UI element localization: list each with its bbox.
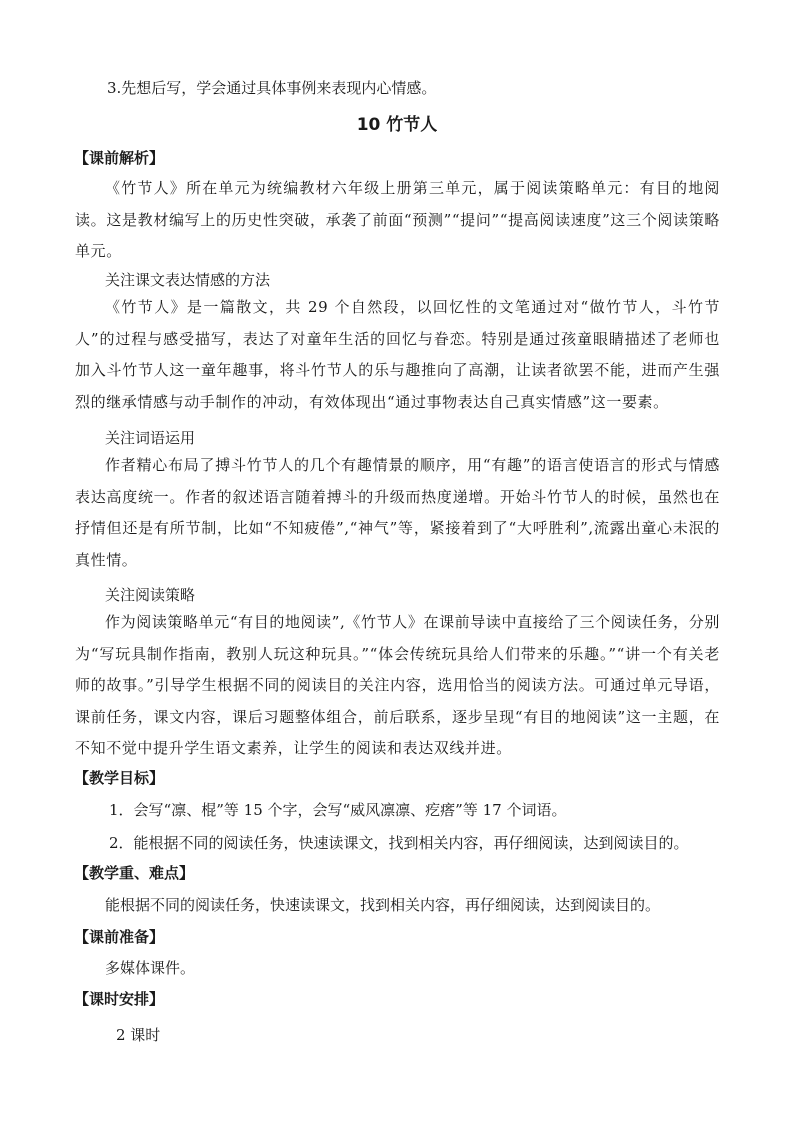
preparation-text: 多媒体课件。 — [105, 959, 196, 977]
analysis-paragraph-4: 作为阅读策略单元“有目的地阅读”,《竹节人》在课前导读中直接给了三个阅读任务，分别为“写玩具制作指南，教别人玩这种玩具。”“体会传统玩具给人们带来的乐趣。”“讲一个有关老师的故事。”引导学生根据不同的阅读目的关注内容，选用恰当的阅读方法。可通过单元导语，课前任务，课文内容，课后习题整体组合，前后联系，逐步呈现“有目的地阅读”这一主题，在不知不觉中提升学生语文素养，让学生的阅读和表达双线并进。 — [75, 613, 720, 757]
section-heading-key-points: 【教学重、难点】 — [74, 864, 195, 882]
key-points-text: 能根据不同的阅读任务，快速读课文，找到相关内容，再仔细阅读，达到阅读目的。 — [105, 896, 661, 914]
subheading-word-usage: 关注词语运用 — [105, 429, 196, 447]
subheading-emotion-method: 关注课文表达情感的方法 — [105, 271, 271, 289]
section-heading-goals: 【教学目标】 — [74, 769, 165, 787]
subheading-reading-strategy: 关注阅读策略 — [105, 586, 196, 604]
lesson-title: 10 竹节人 — [356, 115, 438, 135]
section-heading-schedule: 【课时安排】 — [74, 990, 165, 1008]
analysis-paragraph-1: 《竹节人》所在单元为统编教材六年级上册第三单元，属于阅读策略单元：有目的地阅读。这是教材编写上的历史性突破，承袭了前面“预测”“提问”“提高阅读速度”这三个阅读策略单元。 — [75, 179, 720, 260]
analysis-paragraph-3: 作者精心布局了搏斗竹节人的几个有趣情景的顺序，用“有趣”的语言使语言的形式与情感表达高度统一。作者的叙述语言随着搏斗的升级而热度递增。开始斗竹节人的时候，虽然也在抒情但还是有所节制，比如“不知疲倦”,“神气”等，紧接着到了“大呼胜利”,流露出童心未泯的真性情。 — [75, 456, 720, 569]
section-heading-analysis: 【课前解析】 — [74, 149, 165, 167]
section-heading-preparation: 【课前准备】 — [74, 928, 165, 946]
goal-item-2: 2．能根据不同的阅读任务，快速读课文，找到相关内容，再仔细阅读，达到阅读目的。 — [109, 834, 689, 852]
objective-line-3: 3.先想后写，学会通过具体事例来表现内心情感。 — [107, 79, 437, 97]
goal-item-1: 1．会写“凛、棍”等 15 个字，会写“威风凛凛、疙瘩”等 17 个词语。 — [109, 801, 567, 819]
analysis-paragraph-2: 《竹节人》是一篇散文，共 29 个自然段，以回忆性的文笔通过对“做竹节人，斗竹节人”的过程与感受描写，表达了对童年生活的回忆与眷恋。特别是通过孩童眼睛描述了老师也加入斗竹节人这一童年趣事，将斗竹节人的乐与趣推向了高潮，让读者欲罢不能，进而产生强烈的继承情感与动手制作的冲动，有效体现出“通过事物表达自己真实情感”这一要素。 — [75, 298, 720, 411]
schedule-text: 2 课时 — [116, 1026, 161, 1044]
